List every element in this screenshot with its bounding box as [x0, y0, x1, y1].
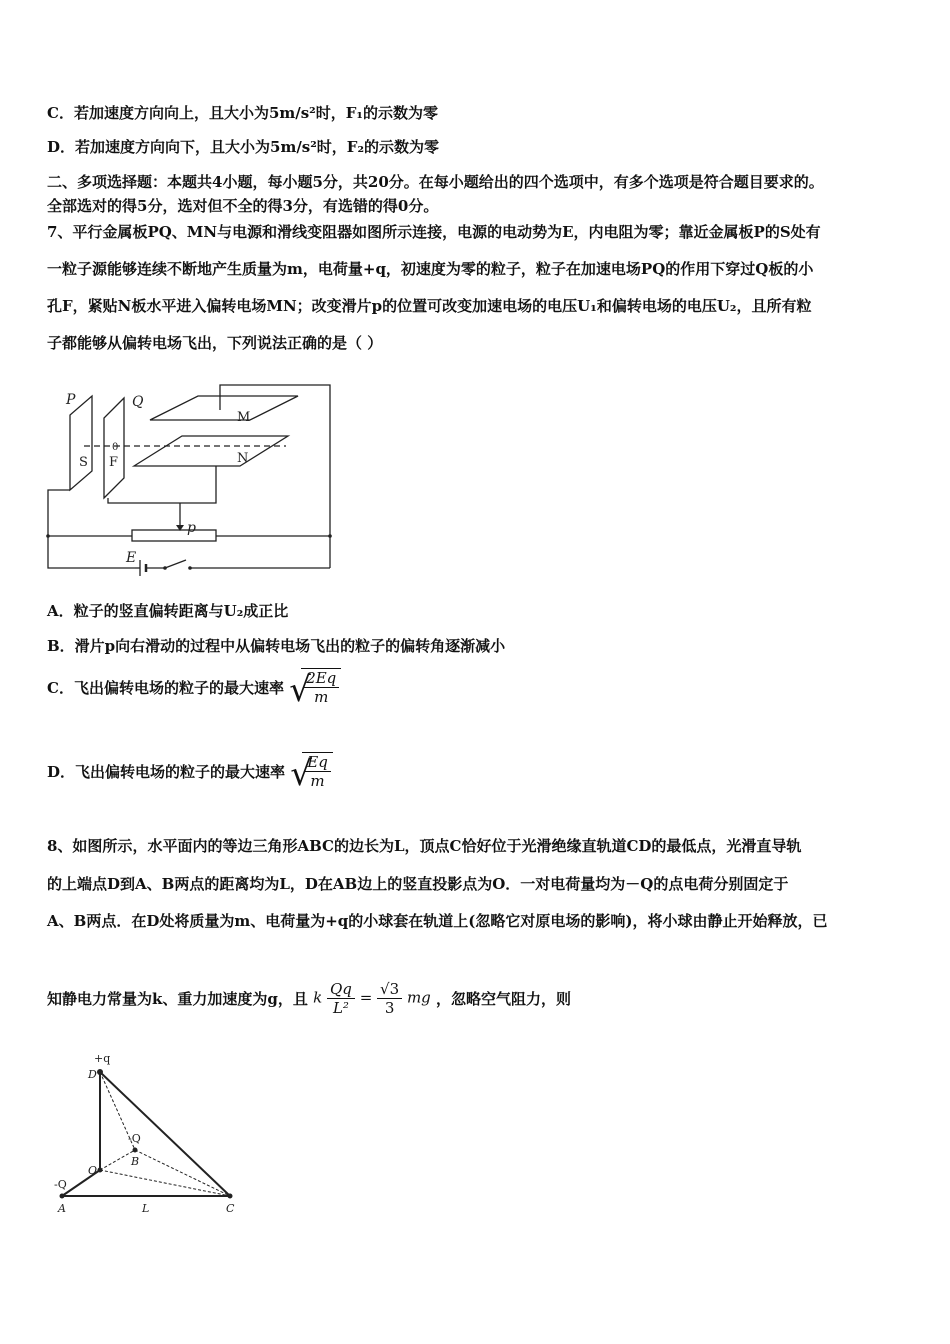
label-Q: Q	[132, 394, 144, 410]
f-rnum: √3	[377, 980, 402, 999]
label-S: S	[79, 455, 88, 470]
label-F: F	[109, 455, 119, 470]
q7-line-2: 一粒子源能够连续不断地产生质量为m，电荷量+q，初速度为零的粒子，粒子在加速电场PQ的作用下穿过Q板的小	[47, 260, 814, 278]
label-D: D	[88, 1068, 97, 1081]
f-eq: =	[359, 988, 373, 1007]
label-N: N	[237, 451, 249, 466]
f-mg: mg	[406, 988, 431, 1007]
q7-line-4: 子都能够从偏转电场飞出，下列说法正确的是（ ）	[47, 334, 383, 352]
label-L: L	[142, 1202, 150, 1215]
label-M: M	[237, 410, 251, 425]
q8-line-2: 的上端点D到A、B两点的距离均为L，D在AB边上的竖直投影点为O．一对电荷量均为－Q的点电荷分别固定于	[47, 875, 789, 893]
f-k: k	[313, 988, 323, 1007]
d-den: m	[310, 772, 325, 790]
sqrt-eq-over-m: √ $\frac{Eq}{m}$	[290, 752, 333, 790]
q8-line-1: 8、如图所示，水平面内的等边三角形ABC的边长为L，顶点C恰好位于光滑绝缘直轨道CD的最低点，光滑直导轨	[47, 837, 802, 855]
q8-line-4-post: ，忽略空气阻力，则	[436, 990, 572, 1008]
label-P: P	[66, 392, 76, 408]
q8-line-4	[47, 980, 571, 1017]
f-den: L²	[332, 999, 349, 1017]
section-title-cont: 全部选对的得5分，选对但不全的得3分，有选错的得0分。	[47, 197, 439, 215]
sqrt-2eq-over-m: √ $\frac{2Eq}{m}$	[289, 668, 341, 706]
q7-option-a: A．粒子的竖直偏转距离与U₂成正比	[47, 602, 289, 620]
label-zero: 0	[112, 442, 119, 453]
label-plus-q: +q	[94, 1052, 111, 1065]
label-C: C	[226, 1202, 235, 1215]
d-num: Eq	[304, 753, 331, 772]
q8-formula	[313, 980, 431, 1017]
label-E: E	[126, 550, 137, 566]
option-c-prev: C．若加速度方向向上，且大小为5m/s²时，F₁的示数为零	[47, 104, 438, 122]
c-den: m	[314, 688, 329, 706]
label-p: p	[187, 520, 196, 536]
q7-option-c-text: C．飞出偏转电场的粒子的最大速率	[47, 678, 284, 697]
option-d-prev: D．若加速度方向向下，且大小为5m/s²时，F₂的示数为零	[47, 138, 440, 156]
q7-line-3: 孔F，紧贴N板水平进入偏转电场MN；改变滑片p的位置可改变加速电场的电压U₁和偏转电场的电压U₂，且所有粒	[47, 297, 812, 315]
label-minus-Q-B: -Q	[128, 1132, 141, 1145]
label-minus-Q-A: -Q	[54, 1178, 67, 1191]
q8-line-4-pre: 知静电力常量为k、重力加速度为g，且	[47, 990, 308, 1008]
q7-circuit-figure	[40, 380, 340, 580]
q8-triangle-figure	[50, 1050, 250, 1220]
q7-line-1: 7、平行金属板PQ、MN与电源和滑线变阻器如图所示连接，电源的电动势为E，内电阻为零；靠近金属板P的S处有	[47, 223, 821, 241]
q7-option-b: B．滑片p向右滑动的过程中从偏转电场飞出的粒子的偏转角逐渐减小	[47, 637, 506, 655]
q7-option-d	[47, 752, 333, 794]
label-B: B	[131, 1155, 140, 1168]
f-num: Qq	[327, 980, 355, 999]
q7-option-c	[47, 668, 341, 710]
section-title: 二、多项选择题：本题共4小题，每小题5分，共20分。在每小题给出的四个选项中，有多个选项是符合题目要求的。	[47, 173, 824, 191]
label-O: O	[88, 1164, 98, 1177]
f-rden: 3	[384, 999, 395, 1017]
q8-line-3: A、B两点．在D处将质量为m、电荷量为+q的小球套在轨道上(忽略它对原电场的影响)，将小球由静止开始释放，已	[47, 912, 828, 930]
label-A: A	[58, 1202, 66, 1215]
q7-option-d-text: D．飞出偏转电场的粒子的最大速率	[47, 762, 286, 781]
c-num: 2Eq	[303, 669, 339, 688]
